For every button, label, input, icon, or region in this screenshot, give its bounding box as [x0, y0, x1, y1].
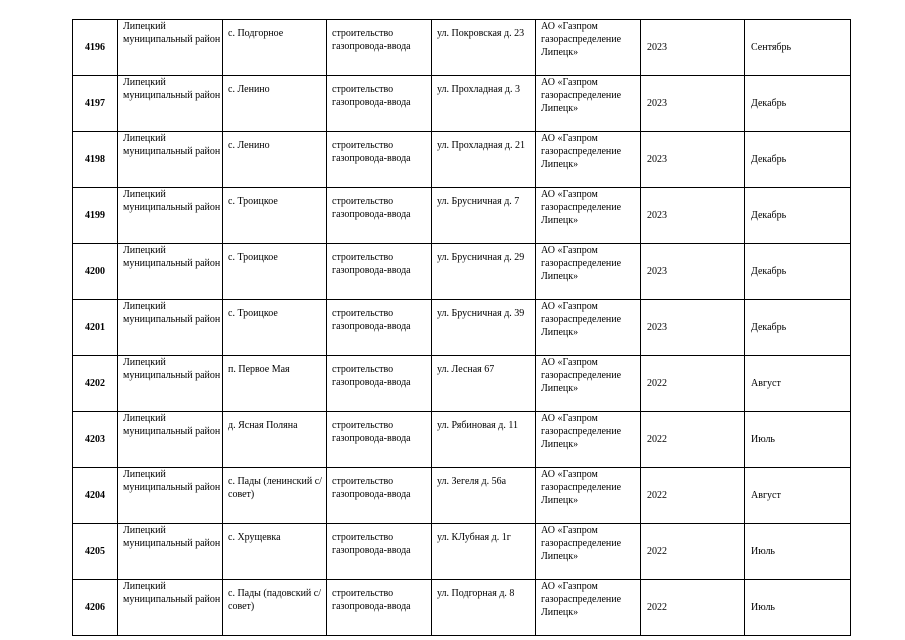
row-number: 4196 [73, 20, 118, 76]
settlement-cell: с. Пады (падовский с/совет) [223, 580, 327, 636]
address-cell: ул. Рябиновая д. 11 [432, 412, 536, 468]
row-number: 4198 [73, 132, 118, 188]
organization-cell: АО «Газпром газораспределение Липецк» [536, 468, 641, 524]
organization-cell: АО «Газпром газораспределение Липецк» [536, 524, 641, 580]
row-number: 4203 [73, 412, 118, 468]
year-cell: 2022 [641, 524, 745, 580]
table-row [73, 356, 851, 412]
gasification-table [72, 19, 851, 636]
month-cell: Июль [745, 524, 851, 580]
month-cell: Декабрь [745, 300, 851, 356]
table-row [73, 188, 851, 244]
year-cell: 2023 [641, 76, 745, 132]
settlement-cell: с. Хрущевка [223, 524, 327, 580]
work-type-cell: строительство газопровода-ввода [327, 76, 432, 132]
organization-cell: АО «Газпром газораспределение Липецк» [536, 20, 641, 76]
settlement-cell: с. Троицкое [223, 244, 327, 300]
address-cell: ул. Брусничная д. 7 [432, 188, 536, 244]
address-cell: ул. Брусничная д. 39 [432, 300, 536, 356]
table-row [73, 244, 851, 300]
settlement-cell: с. Троицкое [223, 188, 327, 244]
row-number: 4201 [73, 300, 118, 356]
address-cell: ул. КЛубная д. 1г [432, 524, 536, 580]
year-cell: 2023 [641, 300, 745, 356]
table-row [73, 468, 851, 524]
settlement-cell: с. Ленино [223, 76, 327, 132]
organization-cell: АО «Газпром газораспределение Липецк» [536, 580, 641, 636]
address-cell: ул. Зегеля д. 56а [432, 468, 536, 524]
table-row [73, 412, 851, 468]
district-cell: Липецкий муниципальный район [118, 524, 223, 580]
year-cell: 2022 [641, 580, 745, 636]
settlement-cell: д. Ясная Поляна [223, 412, 327, 468]
address-cell: ул. Лесная 67 [432, 356, 536, 412]
organization-cell: АО «Газпром газораспределение Липецк» [536, 412, 641, 468]
settlement-cell: п. Первое Мая [223, 356, 327, 412]
district-cell: Липецкий муниципальный район [118, 412, 223, 468]
work-type-cell: строительство газопровода-ввода [327, 244, 432, 300]
address-cell: ул. Подгорная д. 8 [432, 580, 536, 636]
settlement-cell: с. Ленино [223, 132, 327, 188]
table-row [73, 580, 851, 636]
row-number: 4200 [73, 244, 118, 300]
row-number: 4197 [73, 76, 118, 132]
district-cell: Липецкий муниципальный район [118, 20, 223, 76]
year-cell: 2022 [641, 412, 745, 468]
year-cell: 2023 [641, 132, 745, 188]
table-row [73, 524, 851, 580]
district-cell: Липецкий муниципальный район [118, 580, 223, 636]
address-cell: ул. Прохладная д. 3 [432, 76, 536, 132]
work-type-cell: строительство газопровода-ввода [327, 132, 432, 188]
organization-cell: АО «Газпром газораспределение Липецк» [536, 132, 641, 188]
settlement-cell: с. Пады (ленинский с/совет) [223, 468, 327, 524]
month-cell: Сентябрь [745, 20, 851, 76]
organization-cell: АО «Газпром газораспределение Липецк» [536, 300, 641, 356]
table-row [73, 76, 851, 132]
year-cell: 2023 [641, 188, 745, 244]
organization-cell: АО «Газпром газораспределение Липецк» [536, 188, 641, 244]
work-type-cell: строительство газопровода-ввода [327, 468, 432, 524]
year-cell: 2022 [641, 468, 745, 524]
organization-cell: АО «Газпром газораспределение Липецк» [536, 244, 641, 300]
month-cell: Июль [745, 412, 851, 468]
month-cell: Июль [745, 580, 851, 636]
row-number: 4206 [73, 580, 118, 636]
row-number: 4204 [73, 468, 118, 524]
district-cell: Липецкий муниципальный район [118, 76, 223, 132]
district-cell: Липецкий муниципальный район [118, 300, 223, 356]
row-number: 4199 [73, 188, 118, 244]
table-row [73, 132, 851, 188]
month-cell: Декабрь [745, 76, 851, 132]
address-cell: ул. Покровская д. 23 [432, 20, 536, 76]
table-body [73, 20, 851, 636]
month-cell: Декабрь [745, 132, 851, 188]
organization-cell: АО «Газпром газораспределение Липецк» [536, 76, 641, 132]
address-cell: ул. Брусничная д. 29 [432, 244, 536, 300]
district-cell: Липецкий муниципальный район [118, 468, 223, 524]
table-row [73, 20, 851, 76]
month-cell: Декабрь [745, 188, 851, 244]
organization-cell: АО «Газпром газораспределение Липецк» [536, 356, 641, 412]
row-number: 4205 [73, 524, 118, 580]
month-cell: Август [745, 468, 851, 524]
work-type-cell: строительство газопровода-ввода [327, 356, 432, 412]
table-row [73, 300, 851, 356]
address-cell: ул. Прохладная д. 21 [432, 132, 536, 188]
year-cell: 2023 [641, 244, 745, 300]
district-cell: Липецкий муниципальный район [118, 188, 223, 244]
work-type-cell: строительство газопровода-ввода [327, 300, 432, 356]
work-type-cell: строительство газопровода-ввода [327, 580, 432, 636]
year-cell: 2023 [641, 20, 745, 76]
work-type-cell: строительство газопровода-ввода [327, 188, 432, 244]
month-cell: Август [745, 356, 851, 412]
district-cell: Липецкий муниципальный район [118, 244, 223, 300]
work-type-cell: строительство газопровода-ввода [327, 524, 432, 580]
month-cell: Декабрь [745, 244, 851, 300]
year-cell: 2022 [641, 356, 745, 412]
work-type-cell: строительство газопровода-ввода [327, 20, 432, 76]
row-number: 4202 [73, 356, 118, 412]
district-cell: Липецкий муниципальный район [118, 356, 223, 412]
settlement-cell: с. Троицкое [223, 300, 327, 356]
district-cell: Липецкий муниципальный район [118, 132, 223, 188]
work-type-cell: строительство газопровода-ввода [327, 412, 432, 468]
settlement-cell: с. Подгорное [223, 20, 327, 76]
